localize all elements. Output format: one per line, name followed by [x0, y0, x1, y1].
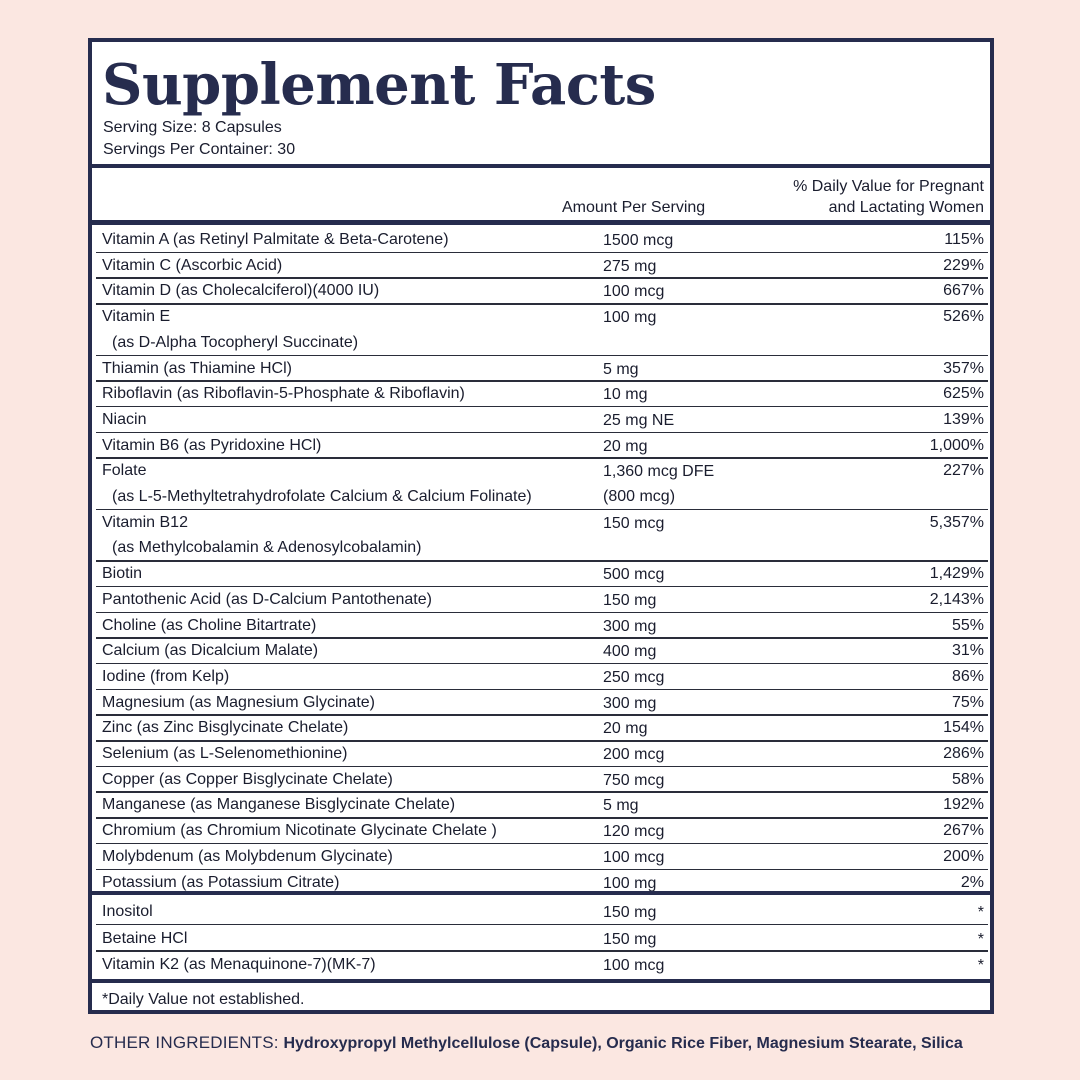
header-divider	[92, 164, 990, 168]
nutrient-row	[92, 664, 990, 690]
nutrient-row	[92, 433, 990, 459]
other-ingredient-name: Inositol	[102, 903, 153, 920]
nutrient-row	[92, 818, 990, 844]
nutrient-row	[92, 381, 990, 407]
dv-column-header	[793, 176, 984, 218]
nutrient-name: Manganese (as Manganese Bisglycinate Chelate)	[102, 796, 456, 814]
nutrient-row	[92, 253, 990, 279]
other-ingredient-daily-value: *	[977, 930, 984, 948]
nutrient-name: Vitamin C (Ascorbic Acid)	[102, 256, 283, 274]
servings-per-container: Servings Per Container: 30	[103, 141, 296, 158]
nutrient-name: Pantothenic Acid (as D-Calcium Pantothenate)	[102, 590, 432, 608]
nutrient-row	[92, 767, 990, 793]
nutrient-name: Riboflavin (as Riboflavin-5-Phosphate & Riboflavin)	[102, 385, 465, 403]
nutrient-name: Potassium (as Potassium Citrate)	[102, 873, 340, 891]
nutrient-daily-value: 192%	[943, 796, 984, 814]
nutrient-amount: 10 mg	[603, 386, 648, 404]
nutrient-name: Thiamin (as Thiamine HCl)	[102, 359, 292, 377]
nutrient-row	[92, 587, 990, 613]
nutrient-daily-value: 139%	[943, 410, 984, 428]
nutrient-source: (as Methylcobalamin & Adenosylcobalamin)	[112, 539, 422, 557]
nutrient-row	[92, 561, 990, 587]
other-ingredient-row	[92, 925, 990, 952]
nutrient-amount: 100 mcg	[603, 283, 665, 301]
nutrient-daily-value: 200%	[943, 847, 984, 865]
other-ingredient-daily-value: *	[977, 957, 984, 974]
nutrient-row	[92, 227, 990, 253]
other-ingredients	[90, 1031, 963, 1056]
nutrient-amount: 300 mg	[603, 617, 657, 635]
nutrient-source: (as D-Alpha Tocopheryl Succinate)	[112, 333, 359, 351]
nutrient-daily-value: 1,000%	[929, 436, 984, 454]
nutrient-row	[92, 715, 990, 741]
nutrient-amount: 200 mcg	[603, 746, 665, 763]
nutrient-daily-value: 5,357%	[929, 513, 984, 531]
nutrient-name: Vitamin A (as Retinyl Palmitate & Beta-Carotene)	[102, 231, 449, 248]
nutrient-daily-value: 154%	[943, 719, 984, 737]
nutrient-daily-value: 2,143%	[929, 590, 984, 608]
nutrient-row	[92, 844, 990, 870]
nutrient-amount: 100 mg	[603, 309, 657, 327]
footnote: *Daily Value not established.	[102, 991, 305, 1008]
dv-header-line2: and Lactating Women	[828, 199, 984, 216]
footnote-divider	[92, 979, 990, 983]
other-ingredients-label: OTHER INGREDIENTS:	[90, 1033, 279, 1052]
nutrient-daily-value: 286%	[943, 745, 984, 762]
nutrient-row	[92, 613, 990, 639]
nutrient-name: Niacin	[102, 410, 147, 428]
nutrient-daily-value: 267%	[943, 822, 984, 840]
nutrient-daily-value: 229%	[943, 256, 984, 274]
column-header-divider	[92, 220, 990, 225]
other-ingredient-amount: 150 mg	[603, 930, 657, 948]
nutrient-amount: 150 mg	[603, 591, 657, 609]
nutrient-amount: 275 mg	[603, 257, 657, 275]
nutrient-daily-value: 625%	[943, 385, 984, 403]
nutrient-amount: 300 mg	[603, 694, 657, 712]
nutrient-daily-value: 31%	[951, 642, 984, 660]
nutrient-name: Magnesium (as Magnesium Glycinate)	[102, 693, 375, 711]
nutrient-daily-value: 115%	[944, 231, 984, 248]
nutrient-row	[92, 356, 990, 382]
nutrient-amount: 500 mcg	[603, 566, 665, 584]
nutrient-name: Iodine (from Kelp)	[102, 667, 230, 685]
nutrient-name: Selenium (as L-Selenomethionine)	[102, 745, 348, 762]
nutrient-daily-value: 75%	[951, 693, 984, 711]
nutrient-daily-value: 2%	[960, 873, 984, 891]
other-ingredient-row	[92, 951, 990, 978]
nutrient-name: Molybdenum (as Molybdenum Glycinate)	[102, 847, 393, 865]
nutrient-amount: 25 mg NE	[603, 411, 675, 429]
nutrient-row	[92, 304, 990, 355]
nutrient-amount: 120 mcg	[603, 823, 665, 841]
other-ingredient-row	[92, 898, 990, 925]
nutrient-daily-value: 526%	[943, 308, 984, 326]
nutrient-name: Copper (as Copper Bisglycinate Chelate)	[102, 770, 393, 788]
nutrient-section-divider	[92, 891, 990, 895]
nutrient-amount-secondary: (800 mcg)	[603, 487, 676, 505]
nutrient-name: Zinc (as Zinc Bisglycinate Chelate)	[102, 719, 349, 737]
nutrient-name: Choline (as Choline Bitartrate)	[102, 616, 317, 634]
panel-title: Supplement Facts	[102, 52, 656, 118]
nutrient-row	[92, 741, 990, 767]
nutrient-daily-value: 55%	[951, 616, 984, 634]
nutrient-daily-value: 667%	[943, 282, 984, 300]
nutrient-amount: 1,360 mcg DFE	[603, 463, 715, 481]
nutrient-amount: 100 mcg	[603, 848, 665, 866]
nutrient-amount: 20 mg	[603, 437, 648, 455]
nutrient-amount: 20 mg	[603, 720, 648, 738]
nutrient-name: Vitamin E	[102, 308, 171, 326]
nutrient-amount: 250 mcg	[603, 668, 665, 686]
nutrient-amount: 150 mcg	[603, 514, 665, 532]
supplement-facts-panel	[88, 38, 994, 1014]
nutrient-row	[92, 792, 990, 818]
nutrient-daily-value: 227%	[943, 462, 984, 480]
amount-column-header: Amount Per Serving	[562, 199, 706, 216]
serving-size: Serving Size: 8 Capsules	[103, 119, 282, 136]
nutrient-amount: 5 mg	[603, 797, 639, 815]
nutrient-row	[92, 278, 990, 304]
nutrient-amount: 1500 mcg	[603, 232, 674, 249]
nutrient-name: Biotin	[102, 565, 143, 583]
dv-header-line1: % Daily Value for Pregnant	[793, 178, 984, 195]
nutrient-amount: 750 mcg	[603, 771, 665, 789]
other-ingredient-amount: 150 mg	[603, 904, 657, 921]
nutrient-name: Folate	[102, 462, 147, 480]
nutrient-source: (as L-5-Methyltetrahydrofolate Calcium & Calcium Folinate)	[112, 487, 532, 505]
other-ingredient-daily-value: *	[977, 904, 984, 921]
nutrient-name: Chromium (as Chromium Nicotinate Glycinate Chelate )	[102, 822, 497, 840]
other-ingredient-name: Vitamin K2 (as Menaquinone-7)(MK-7)	[102, 956, 376, 973]
nutrient-name: Vitamin B12	[102, 513, 188, 531]
nutrient-daily-value: 58%	[951, 770, 984, 788]
other-ingredients-list: Hydroxypropyl Methylcellulose (Capsule), Organic Rice Fiber, Magnesium Stearate, Silica	[283, 1035, 963, 1052]
nutrient-daily-value: 1,429%	[929, 565, 984, 583]
nutrient-row	[92, 407, 990, 433]
nutrient-row	[92, 690, 990, 716]
nutrient-amount: 100 mg	[603, 874, 657, 892]
nutrient-daily-value: 86%	[951, 667, 984, 685]
nutrient-amount: 400 mg	[603, 643, 657, 661]
nutrient-amount: 5 mg	[603, 360, 639, 378]
nutrient-row	[92, 510, 990, 561]
nutrient-row	[92, 458, 990, 509]
nutrient-name: Vitamin D (as Cholecalciferol)(4000 IU)	[102, 282, 380, 300]
nutrient-name: Calcium (as Dicalcium Malate)	[102, 642, 319, 660]
other-ingredient-amount: 100 mcg	[603, 957, 665, 974]
nutrient-row	[92, 638, 990, 664]
nutrient-daily-value: 357%	[943, 359, 984, 377]
nutrient-name: Vitamin B6 (as Pyridoxine HCl)	[102, 436, 322, 454]
other-ingredient-name: Betaine HCl	[102, 929, 188, 947]
